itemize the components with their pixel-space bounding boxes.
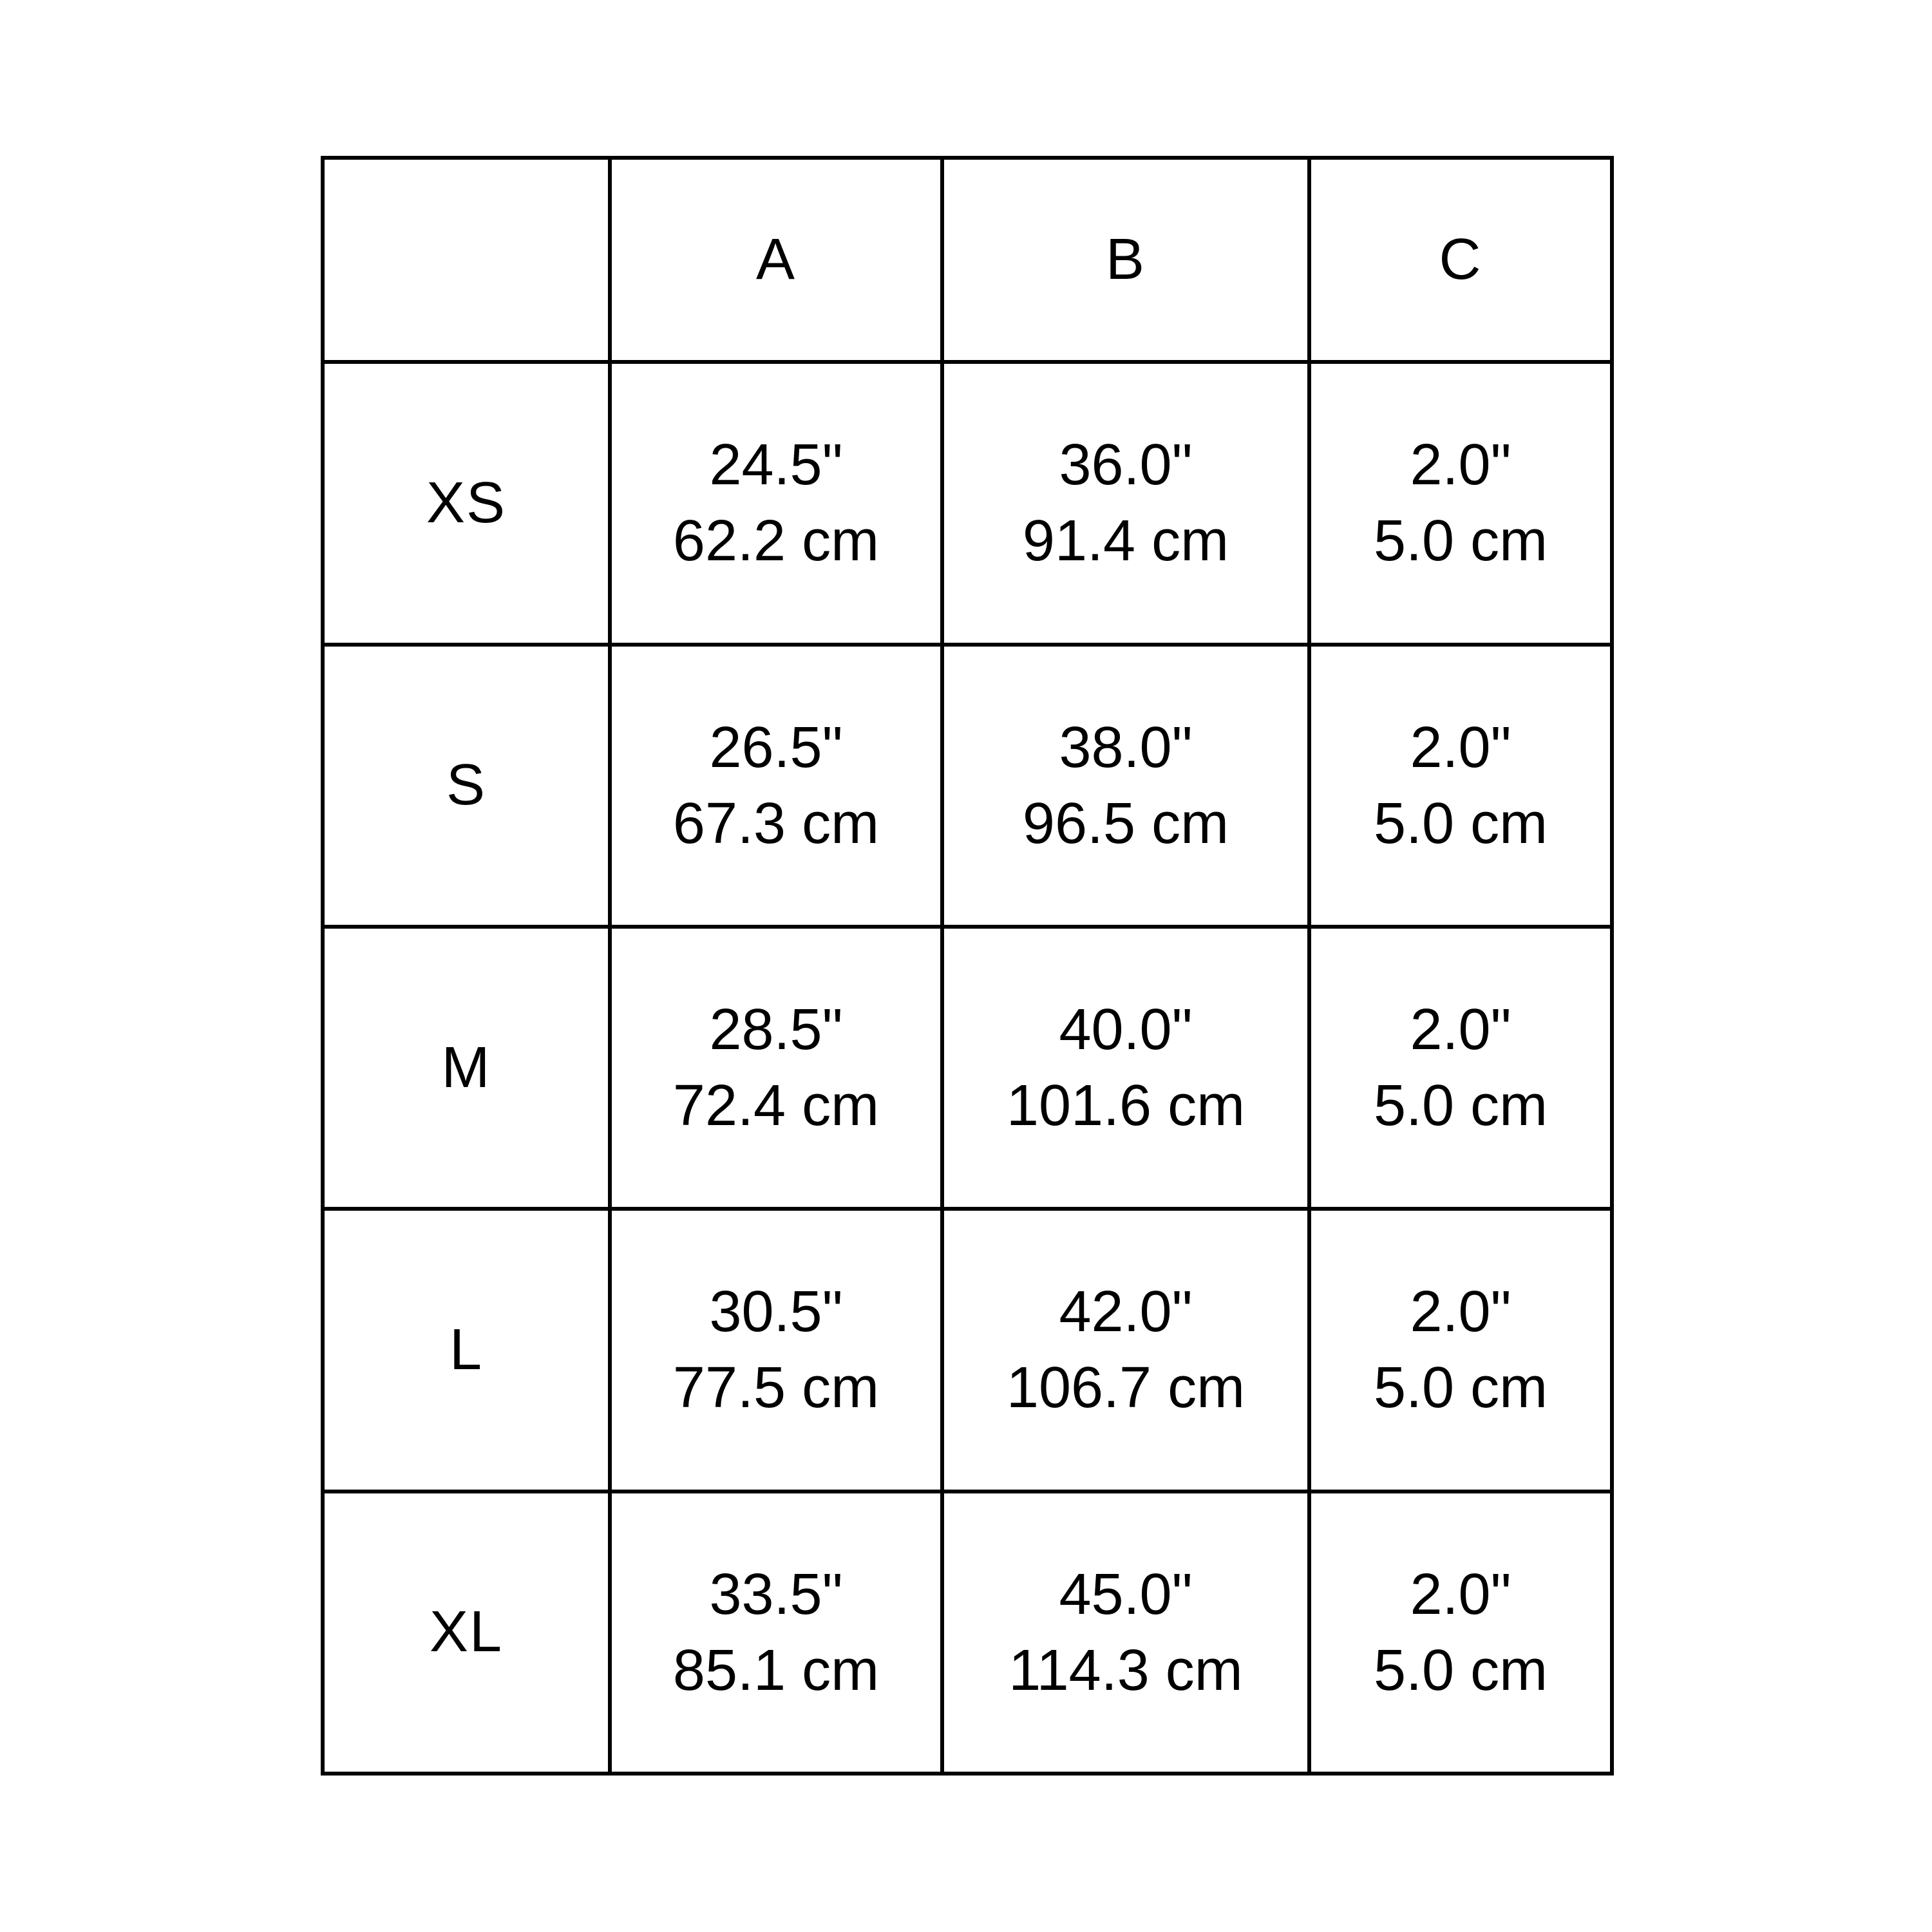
- column-header-a: [610, 158, 942, 362]
- table-row-s: [323, 645, 1612, 927]
- measurement-cell: [942, 927, 1309, 1209]
- measurement-inches: 30.5": [709, 1280, 843, 1345]
- measurement-inches: 2.0": [1410, 1280, 1511, 1345]
- measurement-cm: 72.4 cm: [672, 1074, 880, 1139]
- measurement-cm: 5.0 cm: [1373, 509, 1548, 574]
- measurement-cm: 114.3 cm: [1009, 1638, 1243, 1703]
- measurement-cell: [942, 1209, 1309, 1491]
- size-cell: [323, 1209, 610, 1491]
- header-row: [323, 158, 1612, 362]
- measurement-inches: 24.5": [709, 433, 843, 498]
- measurement-cell: [1309, 1492, 1612, 1774]
- measurement-cm: 5.0 cm: [1373, 1074, 1548, 1139]
- column-header-a-label: A: [755, 227, 797, 292]
- table-row-l: [323, 1209, 1612, 1491]
- measurement-cm: 62.2 cm: [672, 509, 880, 574]
- measurement-cell: [610, 645, 942, 927]
- size-label: M: [441, 1035, 491, 1100]
- measurement-inches: 2.0": [1410, 1562, 1511, 1627]
- measurement-cm: 67.3 cm: [672, 791, 880, 856]
- measurement-inches: 42.0": [1059, 1280, 1193, 1345]
- measurement-cm: 5.0 cm: [1373, 1638, 1548, 1703]
- measurement-inches: 2.0": [1410, 998, 1511, 1063]
- measurement-cell: [610, 927, 942, 1209]
- size-cell: [323, 927, 610, 1209]
- size-label: XL: [429, 1600, 504, 1665]
- measurement-cm: 77.5 cm: [672, 1356, 880, 1421]
- measurement-inches: 45.0": [1059, 1562, 1193, 1627]
- measurement-cm: 106.7 cm: [1006, 1356, 1245, 1421]
- measurement-inches: 36.0": [1059, 433, 1193, 498]
- column-header-b-label: B: [1105, 227, 1146, 292]
- measurement-cm: 5.0 cm: [1373, 791, 1548, 856]
- size-cell: [323, 362, 610, 644]
- table-row-xl: [323, 1492, 1612, 1774]
- measurement-cell: [610, 362, 942, 644]
- measurement-cell: [1309, 927, 1612, 1209]
- size-label: S: [446, 753, 487, 818]
- measurement-cell: [1309, 362, 1612, 644]
- measurement-cell: [610, 1209, 942, 1491]
- measurement-cm: 91.4 cm: [1022, 509, 1229, 574]
- measurement-cm: 85.1 cm: [672, 1638, 880, 1703]
- measurement-cm: 101.6 cm: [1006, 1074, 1245, 1139]
- measurement-cm: 5.0 cm: [1373, 1356, 1548, 1421]
- measurement-inches: 26.5": [709, 715, 843, 780]
- measurement-cm: 96.5 cm: [1022, 791, 1229, 856]
- size-chart-table: [321, 156, 1614, 1776]
- measurement-inches: 38.0": [1059, 715, 1193, 780]
- size-label: XS: [426, 470, 507, 535]
- column-header-c-label: C: [1439, 227, 1482, 292]
- measurement-cell: [942, 362, 1309, 644]
- corner-cell: [323, 158, 610, 362]
- size-cell: [323, 1492, 610, 1774]
- measurement-inches: 28.5": [709, 998, 843, 1063]
- measurement-cell: [942, 1492, 1309, 1774]
- column-header-c: [1309, 158, 1612, 362]
- table-row-xs: [323, 362, 1612, 644]
- size-cell: [323, 645, 610, 927]
- measurement-cell: [1309, 645, 1612, 927]
- measurement-inches: 2.0": [1410, 715, 1511, 780]
- measurement-cell: [1309, 1209, 1612, 1491]
- measurement-inches: 33.5": [709, 1562, 843, 1627]
- table-row-m: [323, 927, 1612, 1209]
- measurement-cell: [610, 1492, 942, 1774]
- measurement-inches: 2.0": [1410, 433, 1511, 498]
- measurement-inches: 40.0": [1059, 998, 1193, 1063]
- size-label: L: [449, 1317, 484, 1382]
- measurement-cell: [942, 645, 1309, 927]
- column-header-b: [942, 158, 1309, 362]
